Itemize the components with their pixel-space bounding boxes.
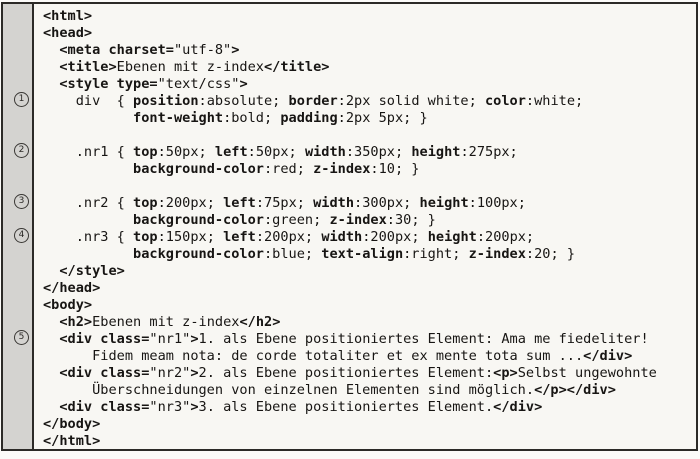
code-line: [43, 397, 696, 414]
step-marker: 3: [14, 194, 29, 209]
code-text: <head>: [43, 25, 93, 41]
code-line: [43, 380, 696, 397]
step-marker: 4: [14, 228, 29, 243]
code-line: [43, 346, 696, 363]
code-line: [43, 244, 696, 261]
code-line: [43, 431, 696, 448]
code-text: <title>Ebenen mit z-index</title>: [59, 59, 330, 75]
code-text: <div class="nr3">3. als Ebene positioniertes Element.</div>: [59, 399, 543, 415]
code-line: [43, 23, 696, 40]
code-text: <meta charset="utf-8">: [59, 42, 240, 58]
code-line: [43, 278, 696, 295]
code-text: </style>: [59, 263, 125, 279]
code-text: Fidem meam nota: de corde totaliter et ex mente tota sum ...</div>: [43, 348, 633, 364]
code-text: .nr2 { top:200px; left:75px; width:300px; height:100px;: [43, 195, 526, 211]
code-line: [18, 227, 696, 245]
code-lines: [18, 4, 696, 449]
code-text: </body>: [43, 416, 101, 432]
code-text: <div class="nr1">1. als Ebene positioniertes Element: Ama me fiedeliter!: [59, 331, 649, 347]
code-text: background-color:blue; text-align:right; z-index:20; }: [133, 246, 576, 262]
code-line: [43, 176, 696, 193]
code-text: .nr1 { top:50px; left:50px; width:350px; height:275px;: [43, 144, 518, 160]
code-text: <h2>Ebenen mit z-index</h2>: [59, 314, 281, 330]
code-line: [43, 414, 696, 431]
code-line: [43, 108, 696, 125]
code-line: [43, 363, 696, 380]
code-text: </head>: [43, 280, 101, 296]
code-line: [43, 159, 696, 176]
code-line: [43, 6, 696, 23]
code-text: <body>: [43, 297, 93, 313]
code-line: [18, 142, 696, 160]
code-line: [43, 57, 696, 74]
code-text: background-color:red; z-index:10; }: [133, 161, 420, 177]
code-text: font-weight:bold; padding:2px 5px; }: [133, 110, 428, 126]
code-text: .nr3 { top:150px; left:200px; width:200px; height:200px;: [43, 229, 535, 245]
code-text: <style type="text/css">: [59, 76, 248, 92]
code-text: </html>: [43, 433, 101, 449]
code-text: div { position:absolute; border:2px solid white; color:white;: [43, 93, 584, 109]
code-line: [43, 261, 696, 278]
step-marker: 5: [14, 330, 29, 345]
code-line: [43, 312, 696, 329]
code-line: [43, 40, 696, 57]
step-marker: 2: [14, 143, 29, 158]
code-text: background-color:green; z-index:30; }: [133, 212, 436, 228]
code-listing: [1, 2, 698, 451]
code-line: [18, 91, 696, 109]
code-line: [43, 210, 696, 227]
step-marker: 1: [14, 92, 29, 107]
code-line: [18, 329, 696, 347]
code-line: [43, 295, 696, 312]
code-text: <div class="nr2">2. als Ebene positioniertes Element:<p>Selbst ungewohnte: [59, 365, 657, 381]
code-line: [43, 74, 696, 91]
code-text: Überschneidungen von einzelnen Elementen sind möglich.</p></div>: [43, 382, 616, 398]
code-text: <html>: [43, 8, 93, 24]
code-line: [43, 125, 696, 142]
code-line: [18, 193, 696, 211]
